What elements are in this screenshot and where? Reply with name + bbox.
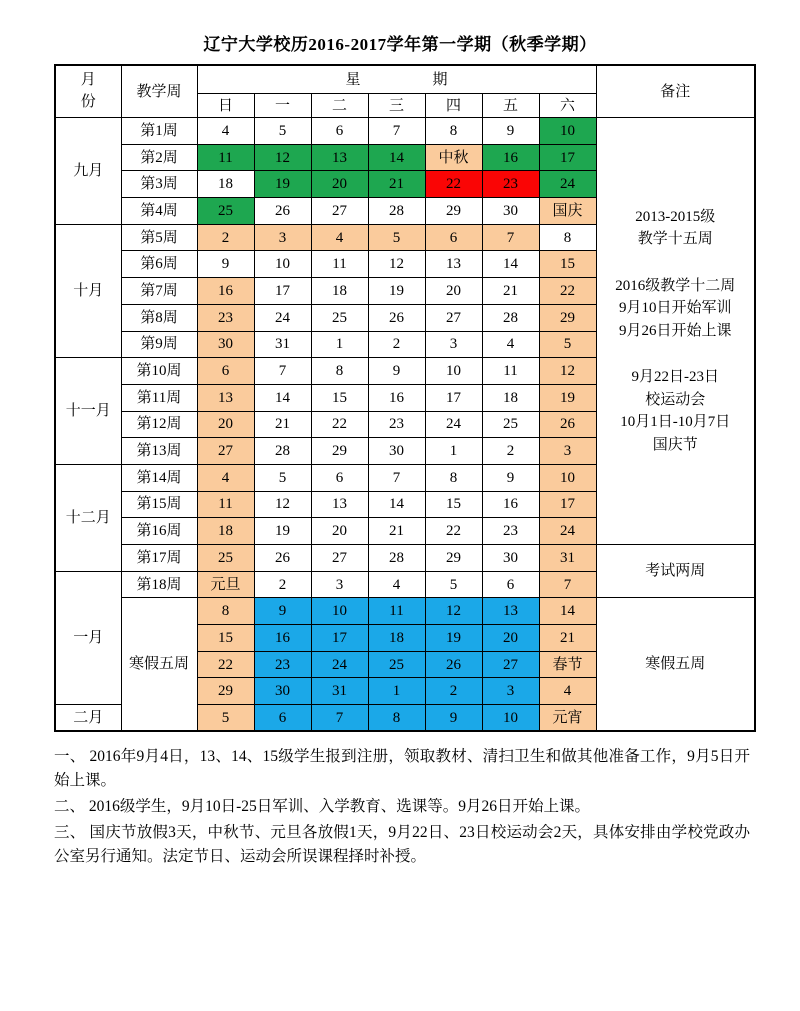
day-cell: 14 xyxy=(368,144,425,171)
header-month xyxy=(55,65,121,118)
day-cell: 19 xyxy=(425,625,482,652)
day-cell: 3 xyxy=(254,224,311,251)
month-cell: 二月 xyxy=(55,705,121,732)
day-cell: 24 xyxy=(254,304,311,331)
day-cell: 19 xyxy=(539,384,596,411)
day-cell: 30 xyxy=(482,198,539,225)
day-cell: 2 xyxy=(197,224,254,251)
day-cell: 7 xyxy=(254,358,311,385)
remark-block xyxy=(615,275,735,343)
day-cell: 3 xyxy=(425,331,482,358)
day-cell: 10 xyxy=(311,598,368,625)
header-week-group xyxy=(197,65,596,94)
month-cell: 一月 xyxy=(55,571,121,704)
day-cell: 13 xyxy=(482,598,539,625)
header-day-fri: 五 xyxy=(482,94,539,118)
day-cell: 4 xyxy=(197,118,254,145)
day-cell: 23 xyxy=(482,518,539,545)
day-cell: 26 xyxy=(254,545,311,572)
week-cell: 寒假五周 xyxy=(121,598,197,731)
day-cell: 6 xyxy=(254,705,311,732)
week-cell: 第6周 xyxy=(121,251,197,278)
day-cell: 18 xyxy=(197,171,254,198)
day-cell: 20 xyxy=(197,411,254,438)
day-cell: 15 xyxy=(311,384,368,411)
week-cell: 第16周 xyxy=(121,518,197,545)
remark-cell xyxy=(596,598,755,731)
day-cell: 27 xyxy=(482,651,539,678)
month-cell: 九月 xyxy=(55,118,121,225)
day-cell: 19 xyxy=(368,278,425,305)
day-cell: 11 xyxy=(311,251,368,278)
day-cell: 9 xyxy=(482,118,539,145)
day-cell: 30 xyxy=(197,331,254,358)
day-cell: 24 xyxy=(311,651,368,678)
day-cell: 21 xyxy=(368,518,425,545)
day-cell: 21 xyxy=(482,278,539,305)
day-cell: 9 xyxy=(482,464,539,491)
header-remarks: 备注 xyxy=(596,65,755,118)
day-cell: 14 xyxy=(254,384,311,411)
day-cell: 9 xyxy=(368,358,425,385)
remark-line: 国庆节 xyxy=(652,436,698,453)
day-cell: 16 xyxy=(368,384,425,411)
day-cell: 22 xyxy=(311,411,368,438)
day-cell: 24 xyxy=(539,171,596,198)
day-cell: 23 xyxy=(197,304,254,331)
day-cell: 12 xyxy=(425,598,482,625)
day-cell: 1 xyxy=(311,331,368,358)
day-cell: 6 xyxy=(482,571,539,598)
day-cell: 2 xyxy=(482,438,539,465)
day-cell: 5 xyxy=(197,705,254,732)
day-cell: 16 xyxy=(482,144,539,171)
day-cell: 27 xyxy=(311,545,368,572)
month-cell: 十月 xyxy=(55,224,121,357)
header-day-mon: 一 xyxy=(254,94,311,118)
day-cell: 6 xyxy=(425,224,482,251)
day-cell: 17 xyxy=(539,491,596,518)
day-cell: 25 xyxy=(197,545,254,572)
day-cell: 29 xyxy=(425,545,482,572)
day-cell: 15 xyxy=(197,625,254,652)
remark-cell xyxy=(596,545,755,598)
day-cell: 20 xyxy=(425,278,482,305)
day-cell: 26 xyxy=(368,304,425,331)
day-cell: 31 xyxy=(539,545,596,572)
remark-line: 校运动会 xyxy=(645,391,706,408)
day-cell: 18 xyxy=(197,518,254,545)
day-cell: 7 xyxy=(311,705,368,732)
day-cell: 23 xyxy=(482,171,539,198)
week-cell: 第4周 xyxy=(121,198,197,225)
day-cell: 6 xyxy=(311,118,368,145)
day-cell: 27 xyxy=(311,198,368,225)
header-day-sat: 六 xyxy=(539,94,596,118)
remark-line: 考试两周 xyxy=(645,562,706,579)
calendar-row xyxy=(55,598,755,625)
day-cell: 17 xyxy=(254,278,311,305)
day-cell: 元旦 xyxy=(197,571,254,598)
day-cell: 10 xyxy=(539,464,596,491)
day-cell: 5 xyxy=(425,571,482,598)
header-teaching-week: 教学周 xyxy=(121,65,197,118)
week-cell: 第9周 xyxy=(121,331,197,358)
month-cell: 十一月 xyxy=(55,358,121,465)
week-cell: 第14周 xyxy=(121,464,197,491)
day-cell: 22 xyxy=(425,171,482,198)
day-cell: 13 xyxy=(197,384,254,411)
day-cell: 19 xyxy=(254,518,311,545)
day-cell: 7 xyxy=(368,118,425,145)
day-cell: 3 xyxy=(482,678,539,705)
header-month-label: 月份 xyxy=(80,71,96,110)
day-cell: 16 xyxy=(254,625,311,652)
header-week-char: 星 xyxy=(345,71,361,88)
day-cell: 25 xyxy=(197,198,254,225)
day-cell: 29 xyxy=(425,198,482,225)
day-cell: 10 xyxy=(539,118,596,145)
header-day-thu: 四 xyxy=(425,94,482,118)
day-cell: 12 xyxy=(254,491,311,518)
remark-line: 9月22日-23日 xyxy=(631,369,719,386)
day-cell: 24 xyxy=(539,518,596,545)
day-cell: 23 xyxy=(368,411,425,438)
page-title: 辽宁大学校历2016-2017学年第一学期（秋季学期） xyxy=(203,35,597,54)
day-cell: 21 xyxy=(368,171,425,198)
day-cell: 22 xyxy=(539,278,596,305)
day-cell: 27 xyxy=(425,304,482,331)
day-cell: 27 xyxy=(197,438,254,465)
day-cell: 22 xyxy=(425,518,482,545)
header-day-wed: 三 xyxy=(368,94,425,118)
day-cell: 11 xyxy=(368,598,425,625)
day-cell: 17 xyxy=(311,625,368,652)
week-cell: 第8周 xyxy=(121,304,197,331)
day-cell: 16 xyxy=(197,278,254,305)
day-cell: 10 xyxy=(482,705,539,732)
day-cell: 25 xyxy=(482,411,539,438)
day-cell: 14 xyxy=(368,491,425,518)
day-cell: 3 xyxy=(539,438,596,465)
day-cell: 18 xyxy=(482,384,539,411)
day-cell: 1 xyxy=(425,438,482,465)
day-cell: 14 xyxy=(482,251,539,278)
day-cell: 26 xyxy=(539,411,596,438)
day-cell: 12 xyxy=(539,358,596,385)
week-cell: 第5周 xyxy=(121,224,197,251)
remark-cell xyxy=(596,118,755,545)
day-cell: 21 xyxy=(539,625,596,652)
week-cell: 第10周 xyxy=(121,358,197,385)
remark-block xyxy=(620,366,730,456)
day-cell: 1 xyxy=(368,678,425,705)
calendar-body xyxy=(55,118,755,732)
day-cell: 14 xyxy=(539,598,596,625)
day-cell: 8 xyxy=(311,358,368,385)
remark-block xyxy=(635,206,715,251)
week-cell: 第3周 xyxy=(121,171,197,198)
remark-block xyxy=(645,560,705,583)
day-cell: 17 xyxy=(425,384,482,411)
footer-note: 二、 2016级学生，9月10日-25日军训、入学教育、选课等。9月26日开始上课。 xyxy=(54,798,591,816)
day-cell: 25 xyxy=(311,304,368,331)
day-cell: 8 xyxy=(425,118,482,145)
day-cell: 11 xyxy=(482,358,539,385)
day-cell: 9 xyxy=(254,598,311,625)
day-cell: 23 xyxy=(254,651,311,678)
day-cell: 6 xyxy=(311,464,368,491)
day-cell: 26 xyxy=(254,198,311,225)
day-cell: 2 xyxy=(254,571,311,598)
day-cell: 29 xyxy=(197,678,254,705)
remark-line: 2013-2015级 xyxy=(635,208,716,225)
day-cell: 30 xyxy=(368,438,425,465)
week-cell: 第7周 xyxy=(121,278,197,305)
day-cell: 31 xyxy=(311,678,368,705)
day-cell: 7 xyxy=(482,224,539,251)
day-cell: 5 xyxy=(539,331,596,358)
remark-line: 9月10日开始军训 xyxy=(618,300,732,317)
day-cell: 4 xyxy=(311,224,368,251)
day-cell: 22 xyxy=(197,651,254,678)
header-week-char: 期 xyxy=(432,71,448,88)
day-cell: 28 xyxy=(368,545,425,572)
day-cell: 9 xyxy=(197,251,254,278)
day-cell: 11 xyxy=(197,144,254,171)
day-cell: 5 xyxy=(254,464,311,491)
week-cell: 第2周 xyxy=(121,144,197,171)
day-cell: 20 xyxy=(482,625,539,652)
remark-block xyxy=(645,653,705,676)
day-cell: 11 xyxy=(197,491,254,518)
day-cell: 13 xyxy=(425,251,482,278)
remark-line: 10月1日-10月7日 xyxy=(620,414,731,431)
day-cell: 7 xyxy=(368,464,425,491)
day-cell: 18 xyxy=(311,278,368,305)
day-cell: 3 xyxy=(311,571,368,598)
day-cell: 25 xyxy=(368,651,425,678)
footer-note: 一、 2016年9月4日，13、14、15级学生报到注册，领取教材、清扫卫生和做其他准备工作，9月5日开始上课。 xyxy=(54,748,750,790)
header-day-sun: 日 xyxy=(197,94,254,118)
footer-notes xyxy=(54,745,750,869)
week-cell: 第12周 xyxy=(121,411,197,438)
day-cell: 30 xyxy=(254,678,311,705)
remark-line: 寒假五周 xyxy=(645,656,706,673)
day-cell: 24 xyxy=(425,411,482,438)
day-cell: 30 xyxy=(482,545,539,572)
day-cell: 13 xyxy=(311,144,368,171)
day-cell: 8 xyxy=(368,705,425,732)
day-cell: 20 xyxy=(311,171,368,198)
calendar-row xyxy=(55,545,755,572)
calendar-row xyxy=(55,118,755,145)
day-cell: 6 xyxy=(197,358,254,385)
day-cell: 5 xyxy=(254,118,311,145)
day-cell: 20 xyxy=(311,518,368,545)
day-cell: 28 xyxy=(254,438,311,465)
day-cell: 5 xyxy=(368,224,425,251)
day-cell: 4 xyxy=(197,464,254,491)
calendar-table xyxy=(54,64,756,732)
day-cell: 28 xyxy=(368,198,425,225)
day-cell: 元宵 xyxy=(539,705,596,732)
day-cell: 26 xyxy=(425,651,482,678)
day-cell: 12 xyxy=(254,144,311,171)
week-cell: 第18周 xyxy=(121,571,197,598)
day-cell: 10 xyxy=(254,251,311,278)
day-cell: 28 xyxy=(482,304,539,331)
header-day-tue: 二 xyxy=(311,94,368,118)
day-cell: 13 xyxy=(311,491,368,518)
day-cell: 8 xyxy=(425,464,482,491)
day-cell: 春节 xyxy=(539,651,596,678)
day-cell: 31 xyxy=(254,331,311,358)
remark-line: 教学十五周 xyxy=(637,231,713,248)
week-cell: 第1周 xyxy=(121,118,197,145)
day-cell: 4 xyxy=(539,678,596,705)
remark-line: 9月26日开始上课 xyxy=(618,322,732,339)
day-cell: 国庆 xyxy=(539,198,596,225)
day-cell: 16 xyxy=(482,491,539,518)
day-cell: 12 xyxy=(368,251,425,278)
day-cell: 29 xyxy=(539,304,596,331)
week-cell: 第15周 xyxy=(121,491,197,518)
month-cell: 十二月 xyxy=(55,464,121,571)
day-cell: 4 xyxy=(368,571,425,598)
day-cell: 4 xyxy=(482,331,539,358)
day-cell: 8 xyxy=(197,598,254,625)
day-cell: 15 xyxy=(539,251,596,278)
day-cell: 18 xyxy=(368,625,425,652)
day-cell: 2 xyxy=(425,678,482,705)
day-cell: 8 xyxy=(539,224,596,251)
week-cell: 第17周 xyxy=(121,545,197,572)
footer-note: 三、 国庆节放假3天，中秋节、元旦各放假1天，9月22日、23日校运动会2天，具体安排由学校党政办公室另行通知。法定节日、运动会所误课程择时补授。 xyxy=(54,824,750,866)
week-cell: 第13周 xyxy=(121,438,197,465)
week-cell: 第11周 xyxy=(121,384,197,411)
day-cell: 9 xyxy=(425,705,482,732)
day-cell: 29 xyxy=(311,438,368,465)
day-cell: 中秋 xyxy=(425,144,482,171)
day-cell: 21 xyxy=(254,411,311,438)
day-cell: 10 xyxy=(425,358,482,385)
day-cell: 19 xyxy=(254,171,311,198)
day-cell: 7 xyxy=(539,571,596,598)
day-cell: 15 xyxy=(425,491,482,518)
day-cell: 2 xyxy=(368,331,425,358)
day-cell: 17 xyxy=(539,144,596,171)
remark-line: 2016级教学十二周 xyxy=(615,277,736,294)
